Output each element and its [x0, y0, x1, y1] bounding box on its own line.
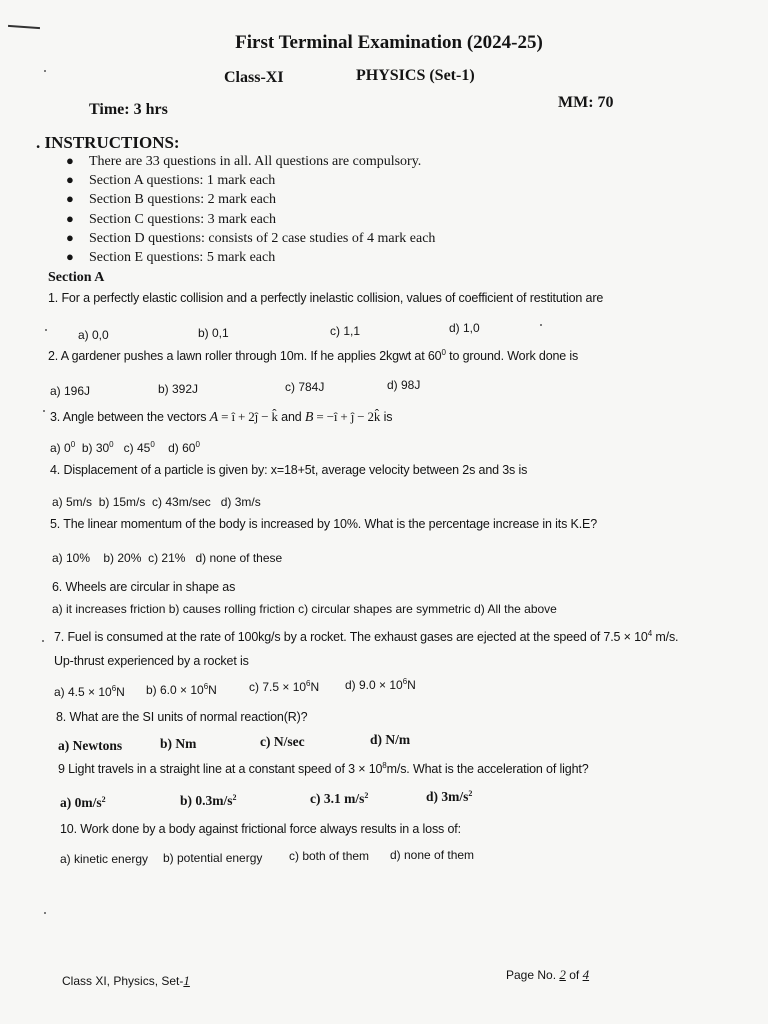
scan-speck	[42, 640, 44, 642]
question-9-text: 9 Light travels in a straight line at a constant speed of $3 \times 10^8m/s$. What is the acceleration of light?	[58, 761, 589, 776]
q9-option-a: a) $0m/s^2$	[60, 795, 106, 810]
q10-option-d: d) none of them	[390, 848, 475, 862]
bullet-icon: ●	[66, 191, 74, 207]
instruction-item	[66, 247, 435, 266]
question-1-text: 1. For a perfectly elastic collision and a perfectly inelastic collision, values of coefficient of restitution are	[48, 291, 604, 305]
question-5-text: 5. The linear momentum of the body is increased by 10%. What is the percentage increase in its K.E?	[50, 517, 598, 531]
scan-speck	[540, 324, 542, 326]
q3-options: a) $0^0$ b) $30^0$ c) $45^0$ d) $60^0$	[50, 440, 200, 455]
instruction-item	[66, 189, 435, 208]
page-number: Page No. 2 of 4	[506, 967, 590, 982]
q2-option-b: b) 392J	[158, 382, 199, 396]
q7-option-a: a) $4.5 \times 10^6N$	[54, 684, 125, 699]
instruction-text: Section C questions: 3 mark each	[89, 211, 277, 227]
bullet-icon: ●	[66, 210, 74, 226]
q1-option-a: a) 0,0	[78, 328, 109, 342]
q8-option-b: b) Nm	[160, 736, 197, 751]
q10-option-a: a) kinetic energy	[60, 852, 149, 866]
scan-speck	[43, 410, 45, 412]
question-4-text: 4. Displacement of a particle is given by: x=18+5t, average velocity between 2s and 3s is	[50, 463, 528, 477]
q1-option-b: b) 0,1	[198, 326, 229, 340]
question-7-text: 7. Fuel is consumed at the rate of 100kg/s by a rocket. The exhaust gases are ejected at the speed of $7.5 \times 10^4$ m/s.	[54, 629, 679, 644]
q9-option-c: c) 3.1 $m/s^2$	[310, 791, 369, 806]
exam-title: First Terminal Examination (2024-25)	[235, 32, 543, 53]
current-page: 2	[559, 967, 566, 982]
instruction-item	[66, 209, 435, 228]
q5-options: a) 10% b) 20% c) 21% d) none of these	[52, 551, 283, 565]
q2-option-a: a) 196J	[50, 384, 91, 398]
q1-option-d: d) 1,0	[449, 321, 480, 335]
bullet-icon: ●	[66, 153, 74, 168]
q2-option-c: c) 784J	[285, 380, 325, 394]
instruction-text: Section D questions: consists of 2 case studies of 4 mark each	[89, 230, 436, 246]
question-6-text: 6. Wheels are circular in shape as	[52, 580, 236, 594]
footer-left: Class XI, Physics, Set-1	[62, 973, 190, 988]
vector-a: A	[209, 410, 219, 425]
scan-speck	[45, 329, 47, 331]
question-8-text: 8. What are the SI units of normal reaction(R)?	[56, 710, 308, 724]
q9-option-b: b) $0.3m/s^2$	[180, 793, 237, 808]
bullet-icon: ●	[66, 248, 74, 264]
instructions-heading: . INSTRUCTIONS:	[36, 133, 180, 152]
q8-option-d: d) N/m	[370, 732, 411, 747]
subject-label: PHYSICS (Set-1)	[356, 67, 475, 84]
q7-option-b: b) $6.0 \times 10^6N$	[146, 682, 217, 697]
scan-speck	[44, 70, 46, 72]
instruction-item	[66, 228, 435, 247]
q8-option-a: a) Newtons	[58, 738, 123, 753]
instruction-text: Section E questions: 5 mark each	[89, 249, 276, 265]
q10-option-c: c) both of them	[289, 849, 370, 863]
question-7-text-line2: Up-thrust experienced by a rocket is	[54, 654, 249, 668]
section-a-heading: Section A	[48, 270, 105, 285]
q1-option-c: c) 1,1	[330, 324, 361, 338]
instruction-item	[66, 151, 435, 170]
instructions-list	[66, 151, 435, 266]
class-label: Class-XI	[224, 69, 284, 86]
q6-options: a) it increases friction b) causes rolling friction c) circular shapes are symmetric d) All the above	[52, 602, 557, 616]
pen-mark	[8, 25, 40, 29]
instruction-text: There are 33 questions in all. All questions are compulsory.	[89, 154, 422, 169]
set-number: 1	[183, 973, 190, 988]
question-10-text: 10. Work done by a body against frictional force always results in a loss of:	[60, 822, 461, 836]
q2-option-d: d) 98J	[387, 378, 421, 392]
vector-b: B	[304, 410, 314, 425]
question-2-text: 2. A gardener pushes a lawn roller through 10m. If he applies 2kgwt at $60^0$ to ground. Work done is	[48, 348, 579, 363]
bullet-icon: ●	[66, 229, 74, 245]
max-marks-label: MM: 70	[558, 94, 614, 111]
bullet-icon: ●	[66, 172, 74, 188]
time-label: Time: 3 hrs	[89, 101, 168, 118]
q4-options: a) 5m/s b) 15m/s c) 43m/sec d) 3m/s	[52, 495, 261, 509]
q7-option-d: d) $9.0 \times 10^6N$	[345, 677, 416, 692]
question-3-text: 3. Angle between the vectors A = î + 2ĵ − k̂ and B = −î + ĵ − 2k̂ is	[50, 409, 393, 425]
instruction-text: Section B questions: 2 mark each	[89, 192, 277, 208]
instruction-text: Section A questions: 1 mark each	[89, 173, 276, 189]
q9-option-d: d) $3m/s^2$	[426, 789, 473, 804]
q8-option-c: c) N/sec	[260, 734, 305, 749]
scan-speck	[44, 912, 46, 914]
q7-option-c: c) $7.5 \times 10^6N$	[249, 679, 320, 694]
instruction-item	[66, 170, 435, 189]
total-pages: 4	[582, 967, 590, 982]
q10-option-b: b) potential energy	[163, 851, 263, 865]
